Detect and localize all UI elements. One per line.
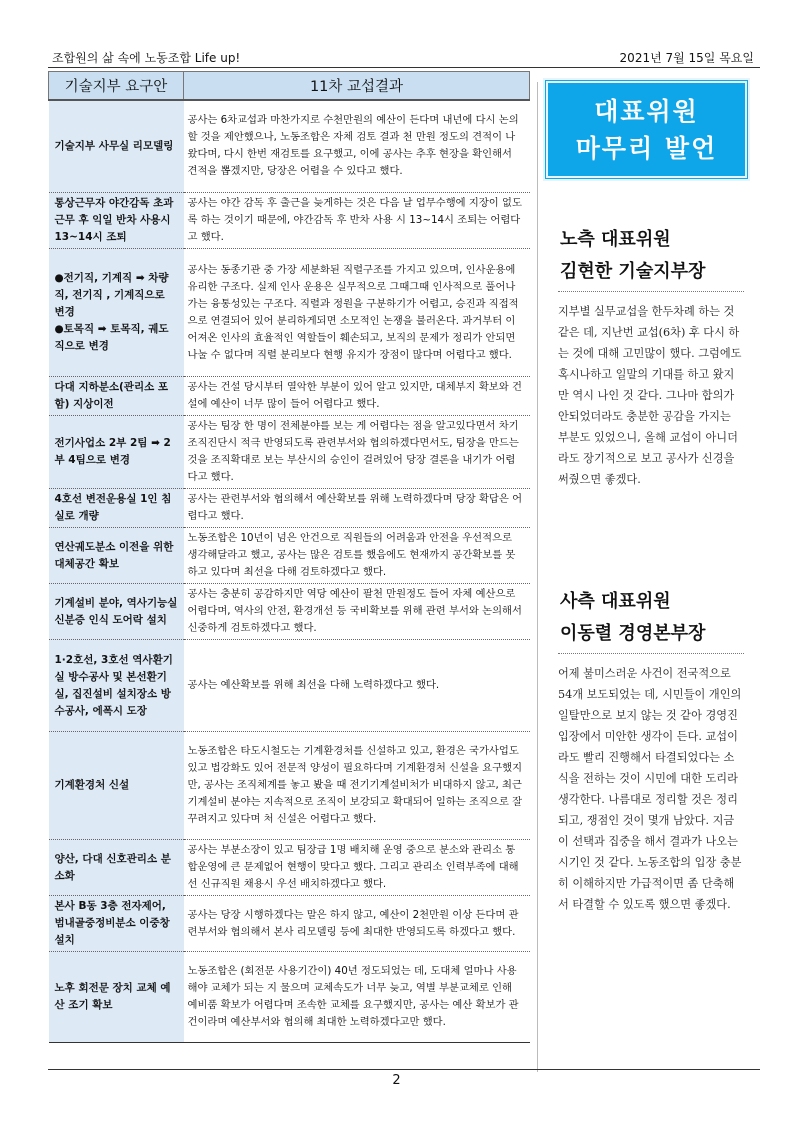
table-row bbox=[49, 840, 530, 896]
table-row bbox=[49, 416, 530, 489]
request-cell: 통상근무자 야간감독 초과근무 후 익일 반차 사용시 13~14시 조퇴 bbox=[49, 193, 184, 249]
management-rep-name: 이동렬 경영본부장 bbox=[560, 623, 706, 644]
result-cell: 공사는 야간 감독 후 출근을 늦게하는 것은 다음 날 업무수행에 지장이 없도록 하는 것이기 때문에, 야간감독 후 반차 사용 시 13~14시 조퇴는 어렵다고 했다. bbox=[184, 193, 530, 249]
table-row bbox=[49, 193, 530, 249]
request-cell: 1·2호선, 3호선 역사환기실 방수공사 및 본선환기실, 집진설비 설치장소 방수공사, 에폭시 도장 bbox=[49, 640, 184, 732]
table-row bbox=[49, 584, 530, 640]
result-cell: 공사는 6차교섭과 마찬가지로 수천만원의 예산이 든다며 내년에 다시 논의할 것을 제안했으나, 노동조합은 자체 검토 결과 천 만원 정도의 견적이 나왔다며, 다시 한번 재검토를 요구했고, 이에 공사는 추후 현장을 확인해서 견적을 뽑겠지만, 당장은 어렵을 수 있다고 했다. bbox=[184, 100, 530, 193]
labor-rep-divider bbox=[558, 291, 744, 292]
table-row bbox=[49, 489, 530, 528]
request-cell: 본사 B동 3층 전자제어, 범내골중정비분소 이중창 설치 bbox=[49, 896, 184, 952]
request-cell: 기계환경처 신설 bbox=[49, 732, 184, 840]
table-header-row bbox=[49, 72, 530, 100]
labor-rep-role: 노측 대표위원 bbox=[560, 229, 671, 250]
result-cell: 노동조합은 (회전문 사용기간이) 40년 정도되었는 데, 도대체 얼마나 사용해야 교체가 되는 지 물으며 교체속도가 너무 늦고, 역별 부분교체로 인해 예비품 확보가 어렵다며 조속한 교체를 요구했지만, 공사는 예산 확보가 관건이라며 예산부서와 협의해 최대한 노력하겠다고만 했다. bbox=[184, 952, 530, 1043]
bargaining-results-table-container bbox=[48, 71, 529, 1043]
request-cell: 기술지부 사무실 리모델링 bbox=[49, 100, 184, 193]
labor-rep-heading bbox=[560, 224, 705, 288]
table-row bbox=[49, 732, 530, 840]
sidebar-title-box bbox=[543, 78, 750, 181]
request-cell: ●전기직, 기계직 ➡ 차량직, 전기직 , 기계직으로 변경 ●토목직 ➡ 토목직, 궤도직으로 변경 bbox=[49, 249, 184, 377]
result-cell: 공사는 당장 시행하겠다는 말은 하지 않고, 예산이 2천만원 이상 든다며 관련부서와 협의해서 본사 리모델링 등에 최대한 반영되도록 하겠다고 했다. bbox=[184, 896, 530, 952]
result-cell: 공사는 팀장 한 명이 전체분야를 보는 게 어렵다는 점을 알고있다면서 차기 조직진단시 적극 반영되도록 관련부서와 협의하겠다면서도, 팀장을 만드는 것을 조직확대로 보는 부산시의 승인이 걸려있어 당장 결론을 내기가 어렵다고 했다. bbox=[184, 416, 530, 489]
sidebar-title-line2: 마무리 발언 bbox=[575, 133, 718, 163]
table-row bbox=[49, 377, 530, 416]
newsletter-slogan: 조합원의 삶 속에 노동조합 Life up! bbox=[52, 51, 241, 65]
table-row bbox=[49, 952, 530, 1043]
management-rep-statement: 어제 불미스러운 사건이 전국적으로 54개 보도되었는 데, 시민들이 개인의 일탈만으로 보지 않는 것 같아 경영진 입장에서 미안한 생각이 든다. 교섭이라도 빨리 진행해서 타결되었다는 소식을 전하는 것이 시민에 대한 도리라 생각한다. 나름대로 정리할 것은 정리되고, 쟁점인 것이 몇개 남았다. 지금이 선택과 집중을 해서 결과가 나오는 시기인 것 같다. 노동조합의 입장 충분히 이해하지만 가급적이면 좀 단축해서 타결할 수 있도록 했으면 좋겠다. bbox=[558, 667, 742, 911]
publish-date: 2021년 7월 15일 목요일 bbox=[619, 51, 754, 65]
management-rep-divider bbox=[558, 653, 744, 654]
result-cell: 공사는 건설 당시부터 열악한 부분이 있어 알고 있지만, 대체부지 확보와 건설에 예산이 너무 많이 들어 어렵다고 했다. bbox=[184, 377, 530, 416]
result-cell: 공사는 예산확보를 위해 최선을 다해 노력하겠다고 했다. bbox=[184, 640, 530, 732]
labor-rep-statement: 지부별 실무교섭을 한두차례 하는 것 같은 데, 지난번 교섭(6차) 후 다시 하는 것에 대해 고민많이 했다. 그럼에도 혹시나하고 일말의 기대를 하고 왔지만 역시 나인 것 같다. 그나마 합의가 안되었더라도 충분한 공감을 가지는 부분도 있었으니, 올해 교섭이 아니더라도 장기적으로 보고 공사가 신경을 써줬으면 좋겠다. bbox=[558, 305, 742, 486]
request-cell: 전기사업소 2부 2팀 ➡ 2부 4팀으로 변경 bbox=[49, 416, 184, 489]
result-cell: 공사는 관련부서와 협의해서 예산확보를 위해 노력하겠다며 당장 확답은 어렵다고 했다. bbox=[184, 489, 530, 528]
result-cell: 노동조합은 10년이 넘은 안건으로 직원들의 어려움과 안전을 우선적으로 생각해달라고 했고, 공사는 많은 검토를 했음에도 현재까지 공간확보를 못하고 있다며 최선을 다해 검토하겠다고 했다. bbox=[184, 528, 530, 584]
request-cell: 기계설비 분야, 역사기능실 신분증 인식 도어락 설치 bbox=[49, 584, 184, 640]
table-body bbox=[49, 100, 530, 1043]
request-cell: 연산궤도분소 이전을 위한 대체공간 확보 bbox=[49, 528, 184, 584]
result-cell: 공사는 충분히 공감하지만 역당 예산이 팔천 만원정도 들어 자체 예산으로 어렵다며, 역사의 안전, 환경개선 등 국비확보를 위해 관련 부서와 논의해서 신중하게 검토하겠다고 했다. bbox=[184, 584, 530, 640]
request-cell: 4호선 변전운용실 1인 침실로 개량 bbox=[49, 489, 184, 528]
footer-rule bbox=[48, 1069, 760, 1070]
management-rep-role: 사측 대표위원 bbox=[560, 591, 671, 612]
table-row bbox=[49, 249, 530, 377]
table-row bbox=[49, 528, 530, 584]
column-header-request: 기술지부 요구안 bbox=[49, 72, 184, 100]
management-rep-heading bbox=[560, 586, 705, 650]
column-divider bbox=[537, 82, 538, 1072]
request-cell: 노후 회전문 장치 교체 예산 조기 확보 bbox=[49, 952, 184, 1043]
result-cell: 노동조합은 타도시철도는 기계환경처를 신설하고 있고, 환경은 국가사업도 있고 법강화도 있어 전문적 양성이 필요하다며 기계환경처 신설을 요구했지만, 공사는 조직체계를 놓고 봤을 때 전기기계설비처가 비대하지 않고, 최근 기계설비 분야는 지속적으로 조직이 보강되고 확대되어 일하는 조직으로 잘 꾸려지고 있다며 처 신설은 어렵다고 했다. bbox=[184, 732, 530, 840]
table-row bbox=[49, 640, 530, 732]
request-cell: 다대 지하분소(관리소 포함) 지상이전 bbox=[49, 377, 184, 416]
table-row bbox=[49, 896, 530, 952]
column-header-result: 11차 교섭결과 bbox=[184, 72, 530, 100]
bargaining-results-table bbox=[48, 71, 530, 1043]
result-cell: 공사는 부분소장이 있고 팀장급 1명 배치해 운영 중으로 분소와 관리소 통합운영에 큰 문제없어 현행이 맞다고 했다. 그리고 관리소 인력부족에 대해선 신규직원 채용시 우선 배치하겠다고 했다. bbox=[184, 840, 530, 896]
page-number: 2 bbox=[392, 1073, 401, 1088]
labor-rep-name: 김현한 기술지부장 bbox=[560, 261, 706, 282]
table-row bbox=[49, 100, 530, 193]
sidebar-title-line1: 대표위원 bbox=[594, 96, 699, 126]
page-header bbox=[48, 46, 760, 68]
request-cell: 양산, 다대 신호관리소 분소화 bbox=[49, 840, 184, 896]
result-cell: 공사는 동종기관 중 가장 세분화된 직렬구조를 가지고 있으며, 인사운용에 유리한 구조다. 실제 인사 운용은 실무적으로 그때그때 인사적으로 풀어나가는 융통성있는 구조다. 직렬과 정원을 구분하기가 어렵고, 승진과 직접적으로 연결되어 있어 분리하게되면 소모적인 논쟁을 불러온다. 과거부터 이어져온 인사의 효율적인 역할들이 훼손되고, 보직의 문제가 정리가 안되면 나눌 수 없다며 직렬 분리보다 현행 유지가 장점이 많다며 어렵다고 했다. bbox=[184, 249, 530, 377]
